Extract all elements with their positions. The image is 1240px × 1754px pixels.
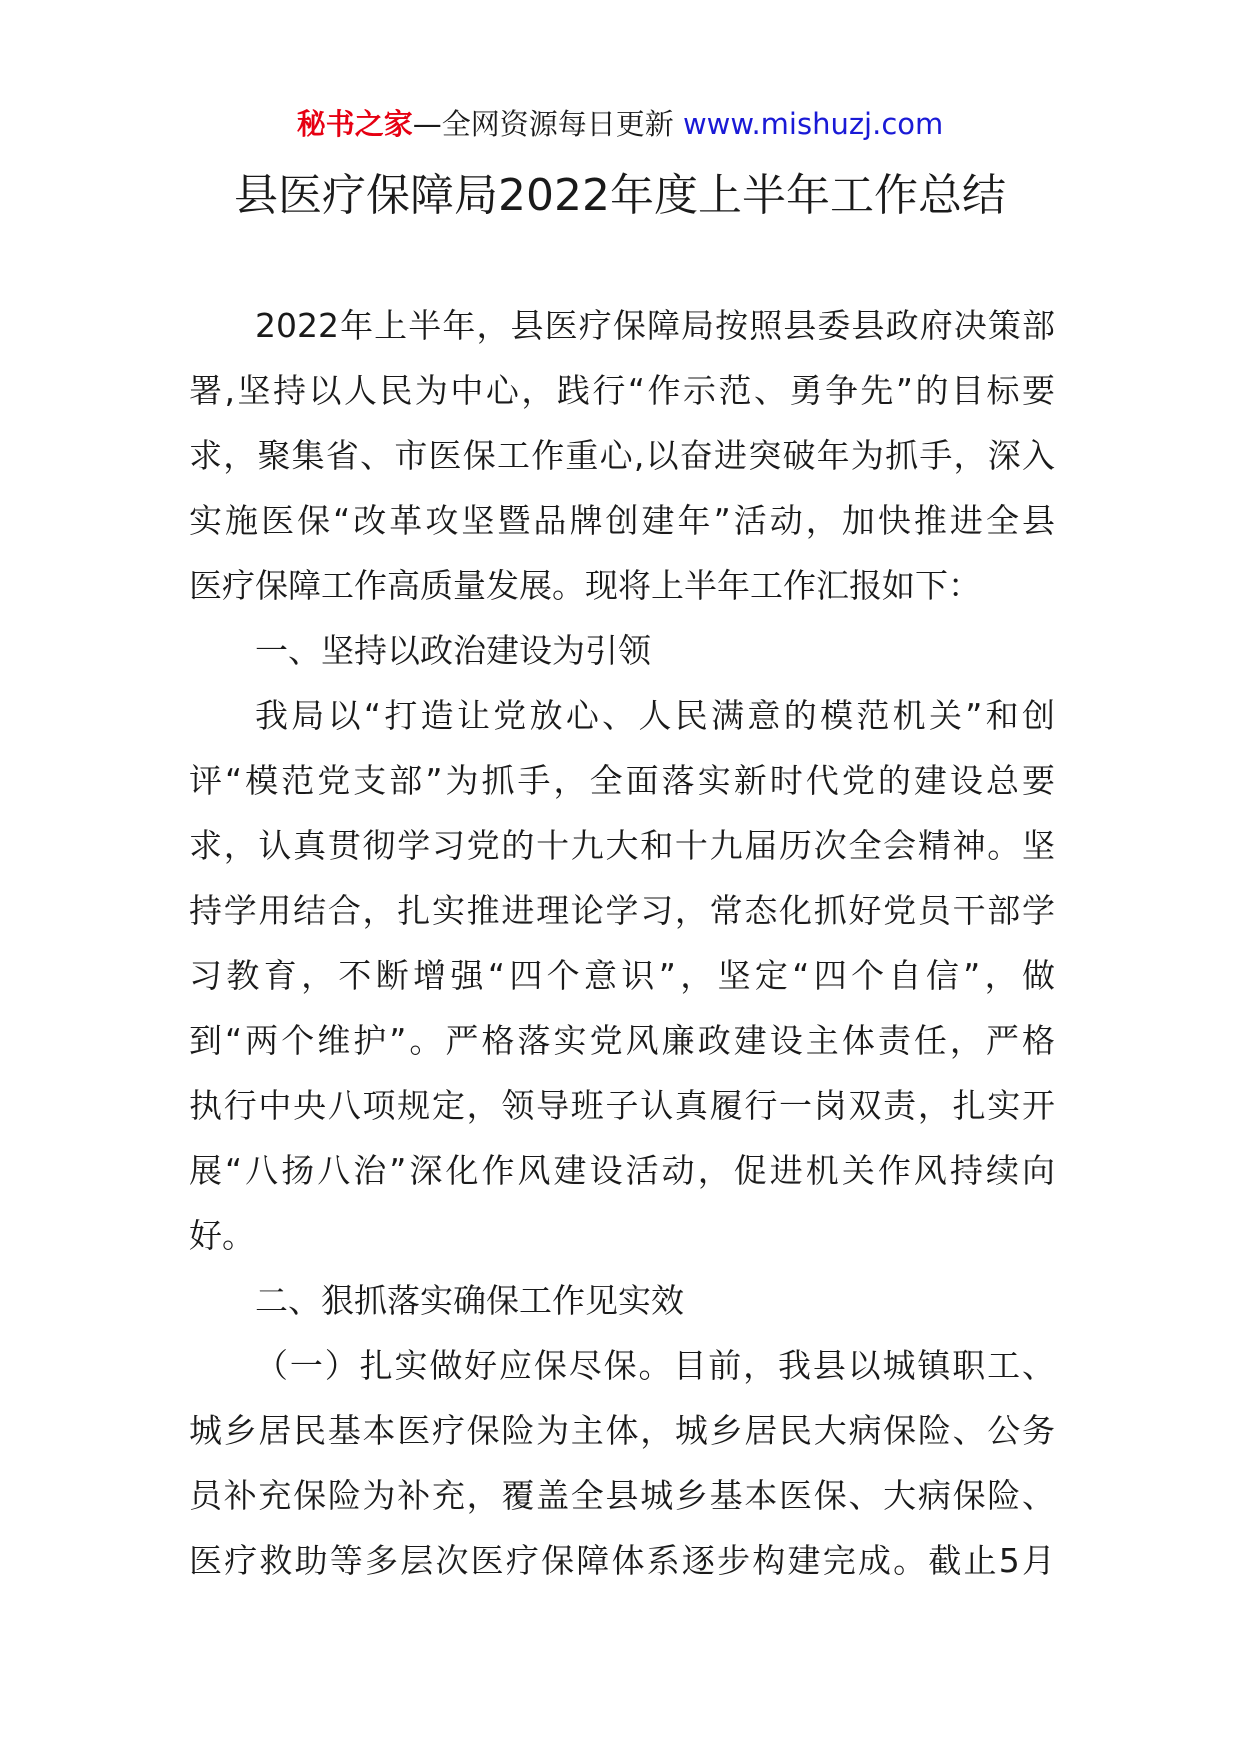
paragraph-line: 到“两个维护”。严格落实党风廉政建设主体责任，严格 xyxy=(189,1021,1055,1060)
brand-name: 秘书之家 xyxy=(296,107,413,141)
document-title: 县医疗保障局2022年度上半年工作总结 xyxy=(234,170,1006,221)
paragraph-line: 好。 xyxy=(189,1216,255,1255)
paragraph-line: （一）扎实做好应保尽保。目前，我县以城镇职工、 xyxy=(255,1346,1055,1385)
paragraph-line: 执行中央八项规定，领导班子认真履行一岗双责，扎实开 xyxy=(189,1086,1055,1125)
paragraph-line: 署,坚持以人民为中心，践行“作示范、勇争先”的目标要 xyxy=(189,371,1055,410)
paragraph-line: 医疗救助等多层次医疗保障体系逐步构建完成。截止5月 xyxy=(189,1541,1055,1580)
paragraph-line: 展“八扬八治”深化作风建设活动，促进机关作风持续向 xyxy=(189,1151,1055,1190)
paragraph-line: 员补充保险为补充，覆盖全县城乡基本医保、大病保险、 xyxy=(189,1476,1055,1515)
paragraph-line: 2022年上半年，县医疗保障局按照县委县政府决策部 xyxy=(255,306,1055,345)
paragraph-line: 求，聚集省、市医保工作重心,以奋进突破年为抓手，深入 xyxy=(189,436,1055,475)
paragraph-line: 求，认真贯彻学习党的十九大和十九届历次全会精神。坚 xyxy=(189,826,1055,865)
paragraph-line: 实施医保“改革攻坚暨品牌创建年”活动，加快推进全县 xyxy=(189,501,1055,540)
paragraph-line: 持学用结合，扎实推进理论学习，常态化抓好党员干部学 xyxy=(189,891,1055,930)
section-heading: 一、坚持以政治建设为引领 xyxy=(255,631,651,670)
banner-slogan: —全网资源每日更新 xyxy=(412,107,683,141)
section-heading: 二、狠抓落实确保工作见实效 xyxy=(255,1281,684,1320)
paragraph-line: 评“模范党支部”为抓手，全面落实新时代党的建设总要 xyxy=(189,761,1055,800)
paragraph-line: 我局以“打造让党放心、人民满意的模范机关”和创 xyxy=(255,696,1055,735)
paragraph-line: 城乡居民基本医疗保险为主体，城乡居民大病保险、公务 xyxy=(189,1411,1055,1450)
paragraph-line: 习教育，不断增强“四个意识”，坚定“四个自信”，做 xyxy=(189,956,1055,995)
document-body xyxy=(189,293,1055,1593)
site-url-link[interactable]: www.mishuzj.com xyxy=(682,107,944,141)
paragraph-line: 医疗保障工作高质量发展。现将上半年工作汇报如下： xyxy=(189,566,981,605)
site-banner xyxy=(0,104,1240,144)
